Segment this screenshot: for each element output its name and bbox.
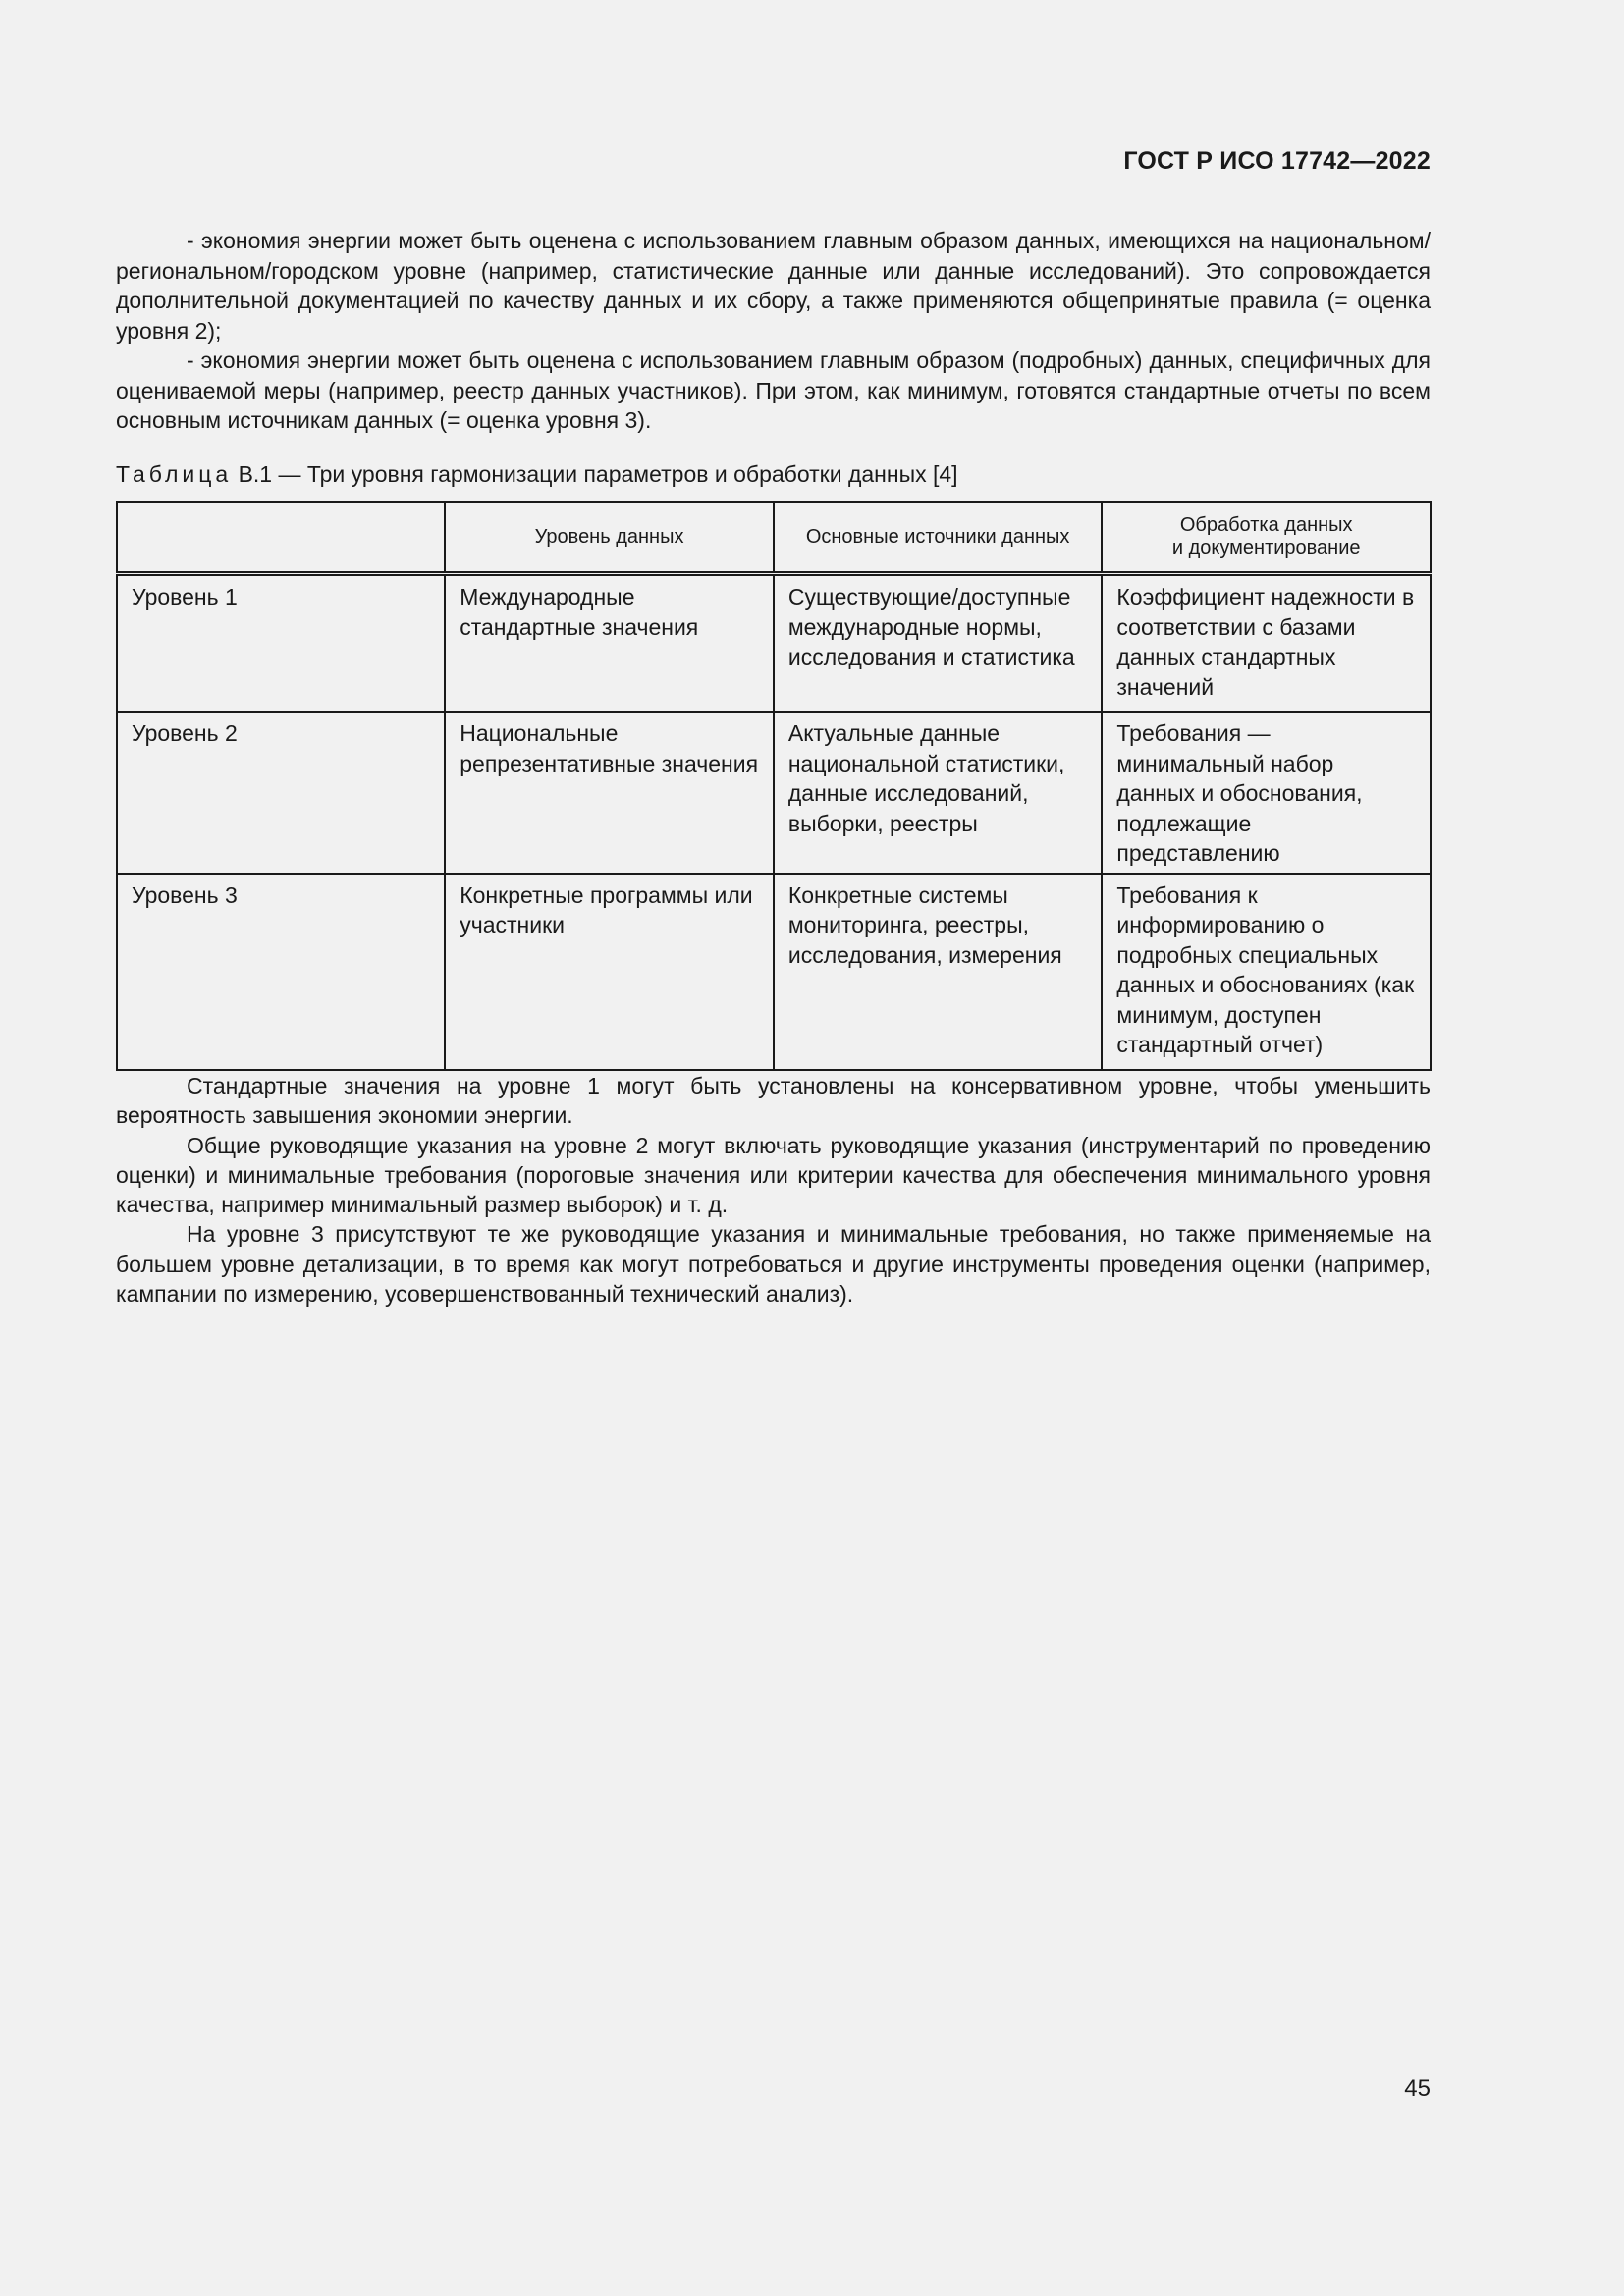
table-cell: Уровень 3 bbox=[117, 874, 445, 1070]
table-caption-text: В.1 — Три уровня гармонизации параметров и обработки данных [4] bbox=[238, 461, 958, 487]
table-cell: Конкретные системы мониторинга, реестры, исследования, измерения bbox=[774, 874, 1103, 1070]
page-number: 45 bbox=[1404, 2075, 1431, 2102]
table-cell: Требования — минимальный набор данных и обоснования, подлежащие представлению bbox=[1102, 712, 1431, 874]
table-cell: Актуальные данные национальной статистики, данные исследований, выборки, реестры bbox=[774, 712, 1103, 874]
paragraph: На уровне 3 присутствуют те же руководящие указания и минимальные требования, но также применяемые на большем уровне детализации, в то время как могут потребоваться и другие инструменты проведения оценки (например, кампании по измерению, усовершенствованный технический анализ). bbox=[116, 1221, 1431, 1308]
table-cell: Уровень 2 bbox=[117, 712, 445, 874]
table-caption-label: Таблица bbox=[116, 461, 233, 487]
table-row bbox=[117, 874, 1431, 1070]
table-row bbox=[117, 712, 1431, 874]
document-code-header: ГОСТ Р ИСО 17742—2022 bbox=[1123, 147, 1431, 175]
intro-text bbox=[116, 226, 1431, 436]
table-cell: Международные стандартные значения bbox=[445, 574, 774, 713]
table-cell: Коэффициент надежности в соответствии с базами данных стандартных значений bbox=[1102, 574, 1431, 713]
table-cell: Требования к информированию о подробных специальных данных и обоснованиях (как минимум, доступен стандартный отчет) bbox=[1102, 874, 1431, 1070]
paragraph: Общие руководящие указания на уровне 2 могут включать руководящие указания (инструментарий по проведению оценки) и минимальные требования (пороговые значения или критерии качества для обеспечения минимального уровня качества, например минимальный размер выборок) и т. д. bbox=[116, 1132, 1431, 1218]
header-cell-sources: Основные источники данных bbox=[774, 502, 1103, 574]
table-cell: Конкретные программы или участники bbox=[445, 874, 774, 1070]
table-cell: Существующие/доступные международные нормы, исследования и статистика bbox=[774, 574, 1103, 713]
levels-table bbox=[116, 501, 1432, 1071]
outro-text bbox=[116, 1071, 1431, 1308]
paragraph: Стандартные значения на уровне 1 могут быть установлены на консервативном уровне, чтобы уменьшить вероятность завышения экономии энергии. bbox=[116, 1073, 1431, 1129]
paragraph: - экономия энергии может быть оценена с использованием главным образом данных, имеющихся на национальном/региональном/городском уровне (например, статистические данные или данные исследований). Это сопровождается дополнительной документацией по качеству данных и их сбору, а также применяются общепринятые правила (= оценка уровня 2); bbox=[116, 228, 1431, 344]
table-row bbox=[117, 574, 1431, 713]
paragraph: - экономия энергии может быть оценена с использованием главным образом (подробных) данных, специфичных для оцениваемой меры (например, реестр данных участников). При этом, как минимум, готовятся стандартные отчеты по всем основным источникам данных (= оценка уровня 3). bbox=[116, 347, 1431, 433]
table-cell: Национальные репрезентативные значения bbox=[445, 712, 774, 874]
header-cell-empty bbox=[117, 502, 445, 574]
header-processing-text: Обработка данных и документирование bbox=[1171, 514, 1361, 559]
table-caption bbox=[116, 459, 958, 489]
table-cell: Уровень 1 bbox=[117, 574, 445, 713]
header-cell-processing bbox=[1102, 502, 1431, 574]
table-header-row bbox=[117, 502, 1431, 574]
header-cell-data-level: Уровень данных bbox=[445, 502, 774, 574]
